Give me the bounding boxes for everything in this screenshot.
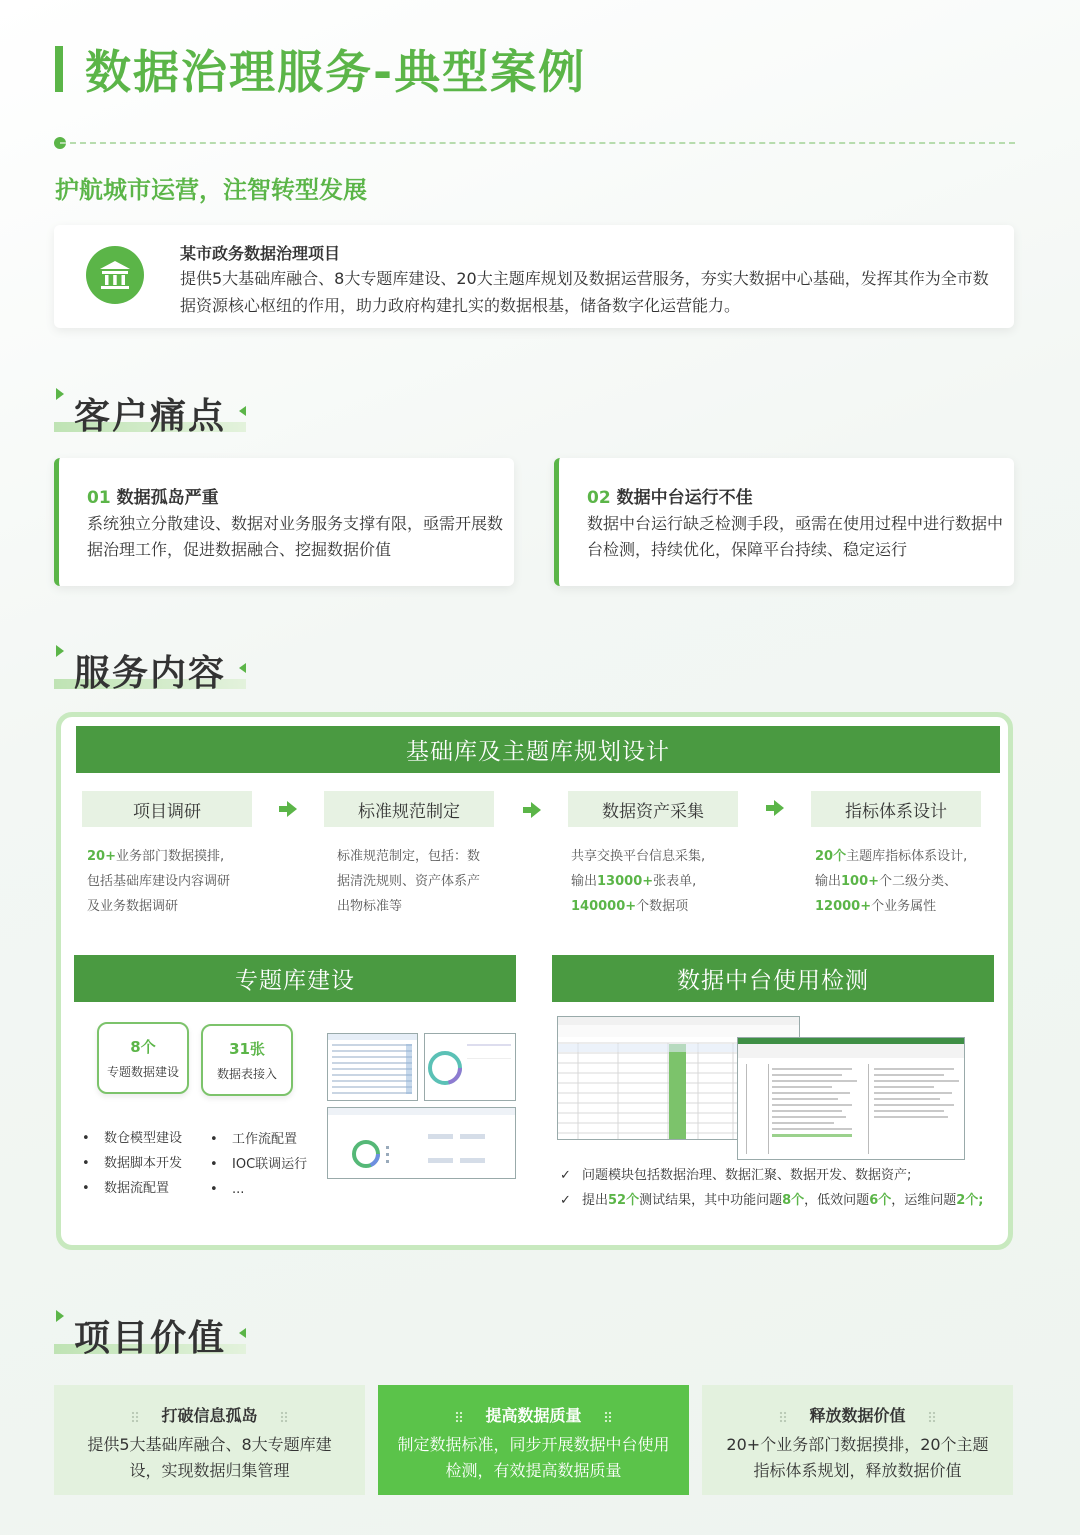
section-marker-icon <box>56 1310 64 1322</box>
pain-card-1 <box>54 458 514 586</box>
section-marker-icon <box>239 1328 246 1338</box>
dashboard-screenshot <box>327 1033 418 1101</box>
step-research: 项目调研 <box>82 791 252 827</box>
dots-icon <box>280 1411 288 1423</box>
badge-label: 数据表接入 <box>216 1067 277 1081</box>
band-topic-db: 专题库建设 <box>74 955 516 1002</box>
monitor-screenshot <box>327 1107 516 1179</box>
pain-title-text: 数据中台运行不佳 <box>616 488 753 508</box>
dots-icon <box>131 1411 139 1423</box>
value-description: 提供5大基础库融合、8大专题库建设，实现数据归集管理 <box>87 1435 332 1480</box>
page-subtitle: 护航城市运营，注智转型发展 <box>55 176 367 204</box>
pain-card-2 <box>554 458 1014 586</box>
section-marker-icon <box>239 406 246 416</box>
step-standards: 标准规范制定 <box>324 791 494 827</box>
pain-number: 02 <box>587 488 611 508</box>
dots-icon <box>928 1411 936 1423</box>
list-item: • IOC联调运行 <box>210 1152 307 1177</box>
section-marker-icon <box>56 645 64 657</box>
pain-title <box>87 483 219 508</box>
step-indicator-design: 指标体系设计 <box>811 791 981 827</box>
band-platform-check: 数据中台使用检测 <box>552 955 994 1002</box>
pain-description: 数据中台运行缺乏检测手段，亟需在使用过程中进行数据中台检测，持续优化，保障平台持续、稳定运行 <box>587 514 1004 559</box>
badge-table-access <box>201 1024 293 1096</box>
check-item: ✓ 提出52个测试结果，其中功能问题8个，低效问题6个，运维问题2个; <box>558 1188 1008 1213</box>
pain-title-text: 数据孤岛严重 <box>116 488 219 508</box>
list-item: • 工作流配置 <box>210 1127 307 1152</box>
value-title: 提高数据质量 <box>378 1403 689 1426</box>
section-heading-pain <box>54 388 304 438</box>
list-item: • 数据流配置 <box>82 1176 182 1201</box>
section-marker-icon <box>56 388 64 400</box>
step-desc-asset-collection: 共享交换平台信息采集, 输出13000+张表单, 140000+个数据项 <box>571 849 706 914</box>
arrow-right-icon <box>766 800 784 816</box>
band-planning-design: 基础库及主题库规划设计 <box>76 726 1000 773</box>
check-list <box>558 1163 1008 1213</box>
section-marker-icon <box>239 663 246 673</box>
bullet-list-1 <box>82 1126 182 1201</box>
step-asset-collection: 数据资产采集 <box>568 791 738 827</box>
title-text: 数据治理服务-典型案例 <box>85 45 587 99</box>
project-name: 某市政务数据治理项目 <box>180 244 341 263</box>
dots-icon <box>779 1411 787 1423</box>
dots-icon <box>604 1411 612 1423</box>
dots-icon <box>455 1411 463 1423</box>
pain-number: 01 <box>87 488 111 508</box>
chart-screenshot <box>424 1033 516 1101</box>
value-card-3 <box>702 1385 1013 1495</box>
badge-label: 专题数据建设 <box>106 1065 179 1079</box>
value-card-1 <box>54 1385 365 1495</box>
value-title: 释放数据价值 <box>702 1403 1013 1426</box>
section-heading-value <box>54 1310 304 1360</box>
title-bar <box>55 46 63 92</box>
step-desc-indicator-design: 20个主题库指标体系设计, 输出100+个二级分类、 12000+个业务属性 <box>815 849 968 914</box>
value-card-2 <box>378 1385 689 1495</box>
badge-value: 8个 <box>130 1038 156 1056</box>
badge-value: 31张 <box>229 1040 265 1058</box>
page-title <box>55 38 586 100</box>
list-item: • 数据脚本开发 <box>82 1151 182 1176</box>
divider-line <box>60 142 1015 144</box>
section-title: 项目价值 <box>74 1318 227 1359</box>
section-heading-service <box>54 645 304 695</box>
list-item: • 数仓模型建设 <box>82 1126 182 1151</box>
arrow-right-icon <box>523 802 541 818</box>
value-description: 制定数据标准，同步开展数据中台使用检测，有效提高数据质量 <box>397 1435 670 1480</box>
section-title: 客户痛点 <box>74 396 227 437</box>
pain-title <box>587 483 753 508</box>
issue-spreadsheet <box>737 1037 965 1160</box>
project-description: 提供5大基础库融合、8大专题库建设、20大主题库规划及数据运营服务，夯实大数据中心基础，发挥其作为全市数据资源核心枢纽的作用，助力政府构建扎实的数据根基，储备数字化运营能力。 <box>180 269 989 315</box>
arrow-right-icon <box>279 801 297 817</box>
badge-topic-data <box>97 1022 189 1094</box>
government-building-icon <box>86 246 144 304</box>
step-desc-research: 20+业务部门数据摸排, 包括基础库建设内容调研 及业务数据调研 <box>87 849 231 914</box>
pain-description: 系统独立分散建设、数据对业务服务支撑有限，亟需开展数据治理工作，促进数据融合、挖掘数据价值 <box>87 514 504 559</box>
step-desc-standards: 标准规范制定，包括：数 据清洗规则、资产体系产 出物标准等 <box>337 849 481 914</box>
check-item: ✓ 问题模块包括数据治理、数据汇聚、数据开发、数据资产; <box>558 1163 1008 1188</box>
value-description: 20+个业务部门数据摸排，20个主题指标体系规划，释放数据价值 <box>726 1435 989 1480</box>
value-title: 打破信息孤岛 <box>54 1403 365 1426</box>
bullet-list-2 <box>210 1127 307 1202</box>
list-item: • ... <box>210 1177 307 1202</box>
section-title: 服务内容 <box>74 653 227 694</box>
